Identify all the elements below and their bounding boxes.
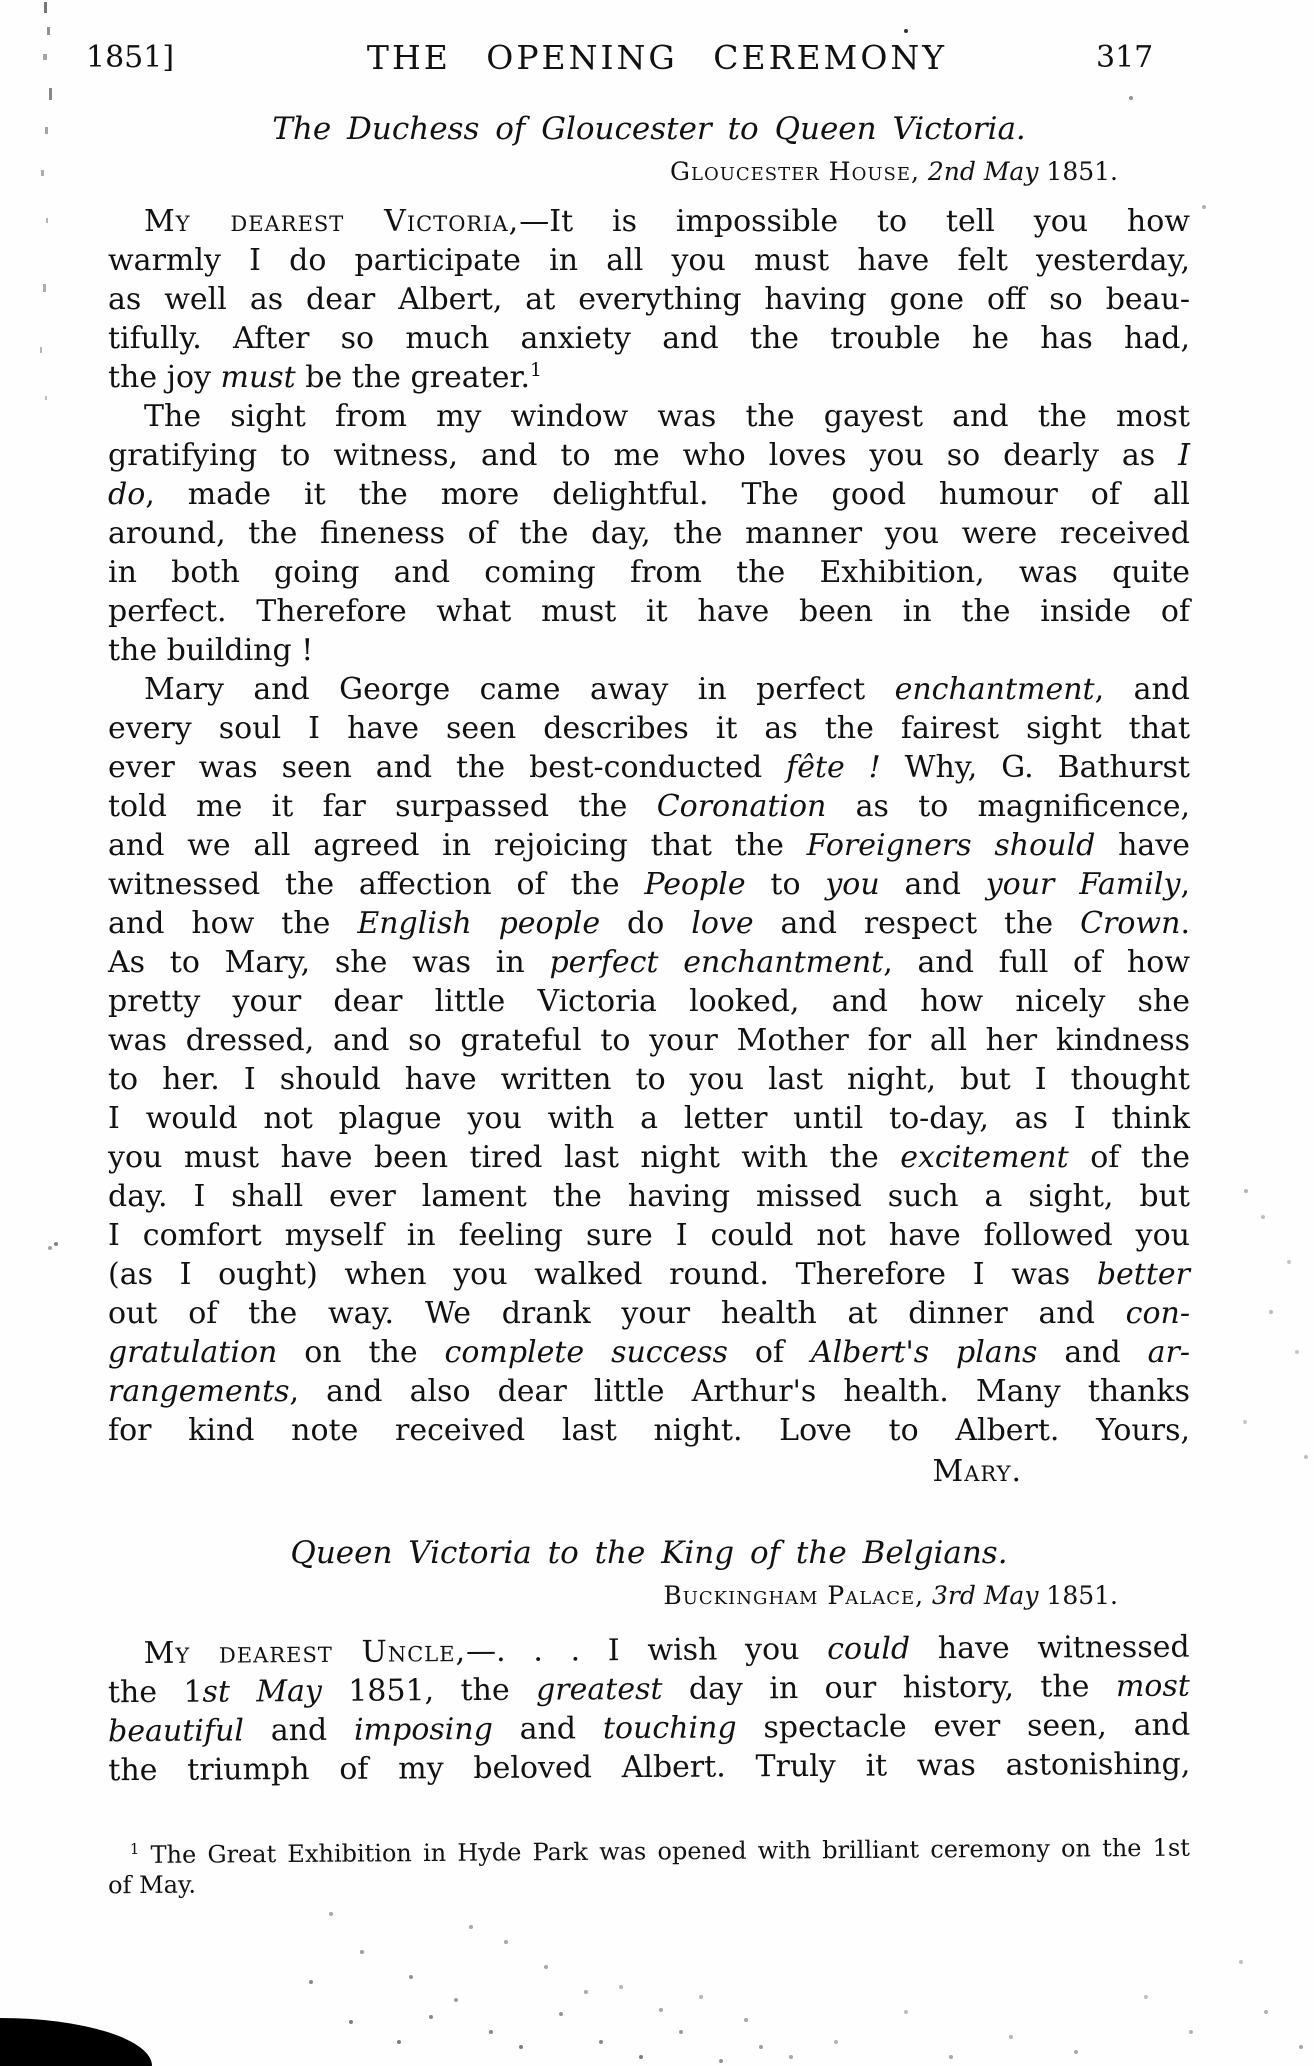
text-line	[108, 943, 1190, 982]
text-segment: greatest	[535, 1671, 663, 1708]
text-segment: you	[825, 867, 880, 902]
text-segment: and	[492, 1711, 604, 1747]
text-segment: as well as dear Albert, at everything having gone off so beau-	[108, 282, 1190, 317]
text-segment: spectacle ever seen, and	[736, 1707, 1191, 1746]
text-line	[108, 1628, 1190, 1674]
scan-speckles	[0, 0, 2, 2]
text-segment: perfect. Therefore what must it have been in the inside of	[108, 594, 1190, 629]
text-segment: day. I shall ever lament the having missed such a sight, but	[108, 1179, 1190, 1214]
letter-dateline	[108, 1582, 1190, 1610]
header-year: 1851]	[86, 40, 175, 75]
text-line	[108, 553, 1190, 592]
text-segment: you must have been tired last night with the	[108, 1140, 901, 1175]
text-segment: could	[827, 1631, 911, 1667]
letter-body	[108, 202, 1190, 1450]
text-segment: to	[745, 867, 826, 902]
text-line	[108, 787, 1190, 826]
text-segment: con-	[1125, 1296, 1190, 1331]
text-segment: touching	[602, 1710, 737, 1747]
footnote	[108, 1833, 1190, 1901]
text-segment: of May.	[108, 1870, 197, 1900]
text-segment: Foreigners should	[806, 828, 1096, 863]
text-segment: the joy	[108, 360, 221, 395]
text-line	[108, 358, 1190, 397]
text-segment: My dearest Victoria,	[144, 204, 520, 239]
text-segment: 1851, the	[321, 1672, 537, 1709]
text-line	[108, 241, 1190, 280]
text-line	[108, 1177, 1190, 1216]
text-segment: —It is impossible to tell you how	[519, 204, 1190, 239]
text-segment: around, the fineness of the day, the manner you were received	[108, 516, 1190, 551]
text-segment: do	[108, 477, 146, 512]
text-segment: People	[644, 867, 746, 902]
text-line	[108, 904, 1190, 943]
text-segment: I comfort myself in feeling sure I could not have followed you	[108, 1218, 1190, 1253]
scan-corner-smudge	[0, 2018, 152, 2066]
text-segment: and respect the	[753, 906, 1081, 941]
letter-paragraph	[108, 397, 1190, 670]
dateline-date: 2nd May	[927, 157, 1039, 186]
text-line	[108, 1706, 1190, 1752]
text-segment: beautiful	[108, 1713, 245, 1750]
text-segment: be the greater.	[295, 360, 531, 395]
text-segment: witnessed the affection of the	[108, 867, 645, 902]
dateline-year: 1851.	[1046, 157, 1118, 186]
header-page-number: 317	[1096, 40, 1154, 75]
text-segment: must	[220, 360, 296, 395]
text-segment: The Great Exhibition in Hyde Park was opened with brilliant ceremony on the 1st	[139, 1833, 1190, 1869]
text-segment: Mary and George came away in perfect	[144, 672, 895, 707]
dateline-date: 3rd May	[932, 1581, 1039, 1610]
text-segment: My dearest Uncle,	[143, 1634, 467, 1672]
text-segment: complete success	[444, 1335, 728, 1370]
text-segment: English people	[357, 906, 601, 941]
text-segment: the 1	[107, 1674, 203, 1711]
text-segment: and we all agreed in rejoicing that the	[108, 828, 807, 863]
text-line	[108, 748, 1190, 787]
text-segment: most	[1115, 1668, 1190, 1705]
text-segment: the triumph of my beloved Albert. Truly it was astonishing,	[108, 1746, 1191, 1789]
text-line	[108, 319, 1190, 358]
text-segment: Why, G. Bathurst	[880, 750, 1190, 785]
text-segment: do	[600, 906, 692, 941]
text-line	[108, 982, 1190, 1021]
text-segment: out of the way. We drank your health at dinner and	[108, 1296, 1126, 1331]
text-segment: ar-	[1147, 1335, 1191, 1370]
letter-paragraph	[108, 1833, 1190, 1901]
text-segment: perfect enchantment	[549, 945, 884, 980]
text-segment: .	[1180, 906, 1190, 941]
text-line	[108, 1411, 1190, 1450]
text-segment: as to magnificence,	[826, 789, 1190, 824]
text-segment: tifully. After so much anxiety and the trouble he has had,	[108, 321, 1190, 356]
text-segment: Albert's plans	[810, 1335, 1038, 1370]
text-segment: gratulation	[108, 1335, 278, 1370]
text-segment: and	[243, 1712, 355, 1749]
text-line	[108, 826, 1190, 865]
text-segment: gratifying to witness, and to me who loves you so dearly as	[108, 438, 1179, 473]
text-segment: warmly I do participate in all you must have felt yesterday,	[108, 243, 1190, 278]
letter-heading: Queen Victoria to the King of the Belgians.	[290, 1535, 1008, 1571]
text-segment: (as I ought) when you walked round. Therefore I was	[108, 1257, 1097, 1292]
text-segment: of	[727, 1335, 811, 1370]
text-segment: , and full of how	[883, 945, 1190, 980]
text-segment: to her. I should have written to you last night, but I thought	[108, 1062, 1190, 1097]
text-segment: fête !	[786, 750, 881, 785]
text-line	[108, 1745, 1190, 1791]
text-segment: pretty your dear little Victoria looked, and how nicely she	[108, 984, 1190, 1019]
text-segment: I	[1178, 438, 1190, 473]
text-segment: in both going and coming from the Exhibition, was quite	[108, 555, 1190, 590]
letter-duchess-of-gloucester	[108, 112, 1190, 1492]
text-line	[108, 1216, 1190, 1255]
text-segment: the building !	[108, 633, 314, 668]
letter-dateline	[108, 158, 1190, 186]
dateline-year: 1851.	[1046, 1581, 1118, 1610]
letter-queen-victoria	[108, 1536, 1190, 1790]
text-line	[108, 202, 1190, 241]
text-segment: , and also dear little Arthur's health. Many thanks	[289, 1374, 1190, 1409]
letter-paragraph	[108, 670, 1190, 1450]
text-segment: on the	[277, 1335, 445, 1370]
text-segment: As to Mary, she was in	[108, 945, 550, 980]
text-line	[108, 1138, 1190, 1177]
letter-paragraph	[108, 1628, 1191, 1791]
text-segment: I would not plague you with a letter until to-day, as I think	[108, 1101, 1190, 1136]
text-segment: have	[1095, 828, 1190, 863]
text-segment: 1	[530, 360, 542, 381]
letter-paragraph	[108, 202, 1190, 397]
letter-heading: The Duchess of Gloucester to Queen Victoria.	[272, 111, 1026, 147]
text-segment: imposing	[353, 1711, 493, 1748]
text-line	[108, 592, 1190, 631]
text-line	[108, 1667, 1190, 1713]
text-line	[108, 514, 1190, 553]
text-line	[108, 1294, 1190, 1333]
text-line	[108, 1021, 1190, 1060]
text-line	[108, 1255, 1190, 1294]
running-header	[0, 0, 1314, 76]
text-segment: 1	[129, 1839, 140, 1859]
header-chapter-title: THE OPENING CEREMONY	[366, 38, 948, 77]
text-segment: —. . . I wish you	[465, 1631, 828, 1670]
text-segment: and	[879, 867, 986, 902]
text-segment: st May	[202, 1673, 322, 1710]
page-content	[108, 76, 1190, 1900]
text-segment: The sight from my window was the gayest and the most	[144, 399, 1190, 434]
text-line	[108, 709, 1190, 748]
text-segment: and how the	[108, 906, 358, 941]
text-line	[108, 865, 1190, 904]
text-segment: for kind note received last night. Love to Albert. Yours,	[108, 1413, 1190, 1448]
text-segment: have witnessed	[910, 1629, 1190, 1667]
text-segment: told me it far surpassed the	[108, 789, 657, 824]
text-line	[108, 1333, 1190, 1372]
text-segment: Coronation	[656, 789, 827, 824]
text-line	[108, 670, 1190, 709]
text-segment: , and	[1094, 672, 1190, 707]
text-line	[108, 1060, 1190, 1099]
dateline-place: Gloucester House,	[670, 157, 920, 186]
text-segment: day in our history, the	[662, 1669, 1117, 1707]
text-line	[108, 1372, 1190, 1411]
text-line	[108, 475, 1190, 514]
text-segment: better	[1096, 1257, 1190, 1292]
text-segment: and	[1037, 1335, 1148, 1370]
text-line	[108, 631, 1190, 670]
text-segment: of the	[1068, 1140, 1190, 1175]
text-line	[108, 436, 1190, 475]
text-segment: your Family	[985, 867, 1181, 902]
text-segment: , made it the more delightful. The good humour of all	[145, 477, 1190, 512]
text-segment: ,	[1180, 867, 1190, 902]
text-segment: love	[691, 906, 754, 941]
text-line	[108, 1099, 1190, 1138]
text-segment: every soul I have seen describes it as the fairest sight that	[108, 711, 1190, 746]
letter-body	[108, 1628, 1191, 1791]
text-segment: was dressed, and so grateful to your Mother for all her kindness	[108, 1023, 1190, 1058]
text-line	[108, 397, 1190, 436]
text-segment: Crown	[1080, 906, 1181, 941]
letter-signature: Mary.	[932, 1454, 1022, 1489]
text-segment: ever was seen and the best-conducted	[108, 750, 787, 785]
dateline-place: Buckingham Palace,	[663, 1581, 925, 1610]
text-line	[108, 280, 1190, 319]
text-segment: rangements	[108, 1374, 290, 1409]
text-segment: excitement	[900, 1140, 1069, 1175]
text-segment: enchantment	[894, 672, 1095, 707]
